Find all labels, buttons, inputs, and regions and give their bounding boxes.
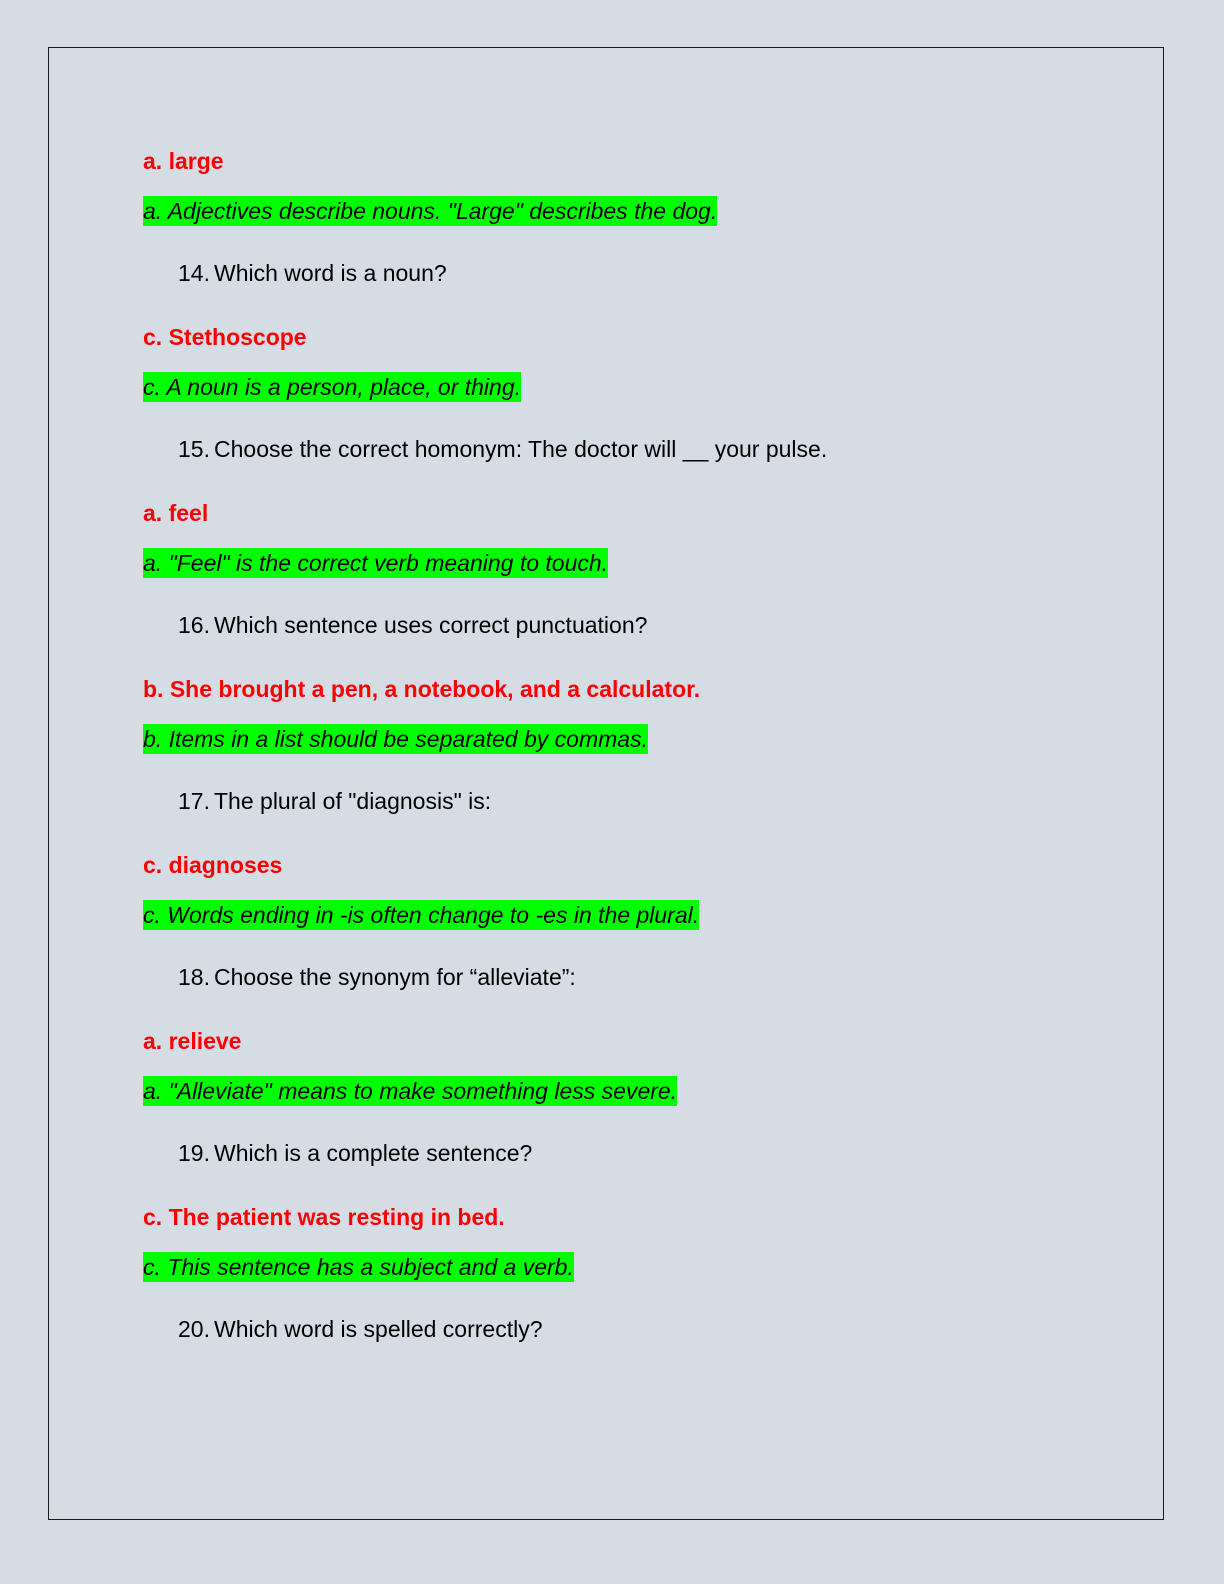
explanation-highlight: a. Adjectives describe nouns. "Large" describes the dog. <box>143 198 718 224</box>
explanation-line <box>143 546 608 580</box>
answer-line: c. The patient was resting in bed. <box>143 1204 505 1230</box>
question-number: 20. <box>178 1316 210 1342</box>
explanation-line <box>143 722 648 756</box>
question-line <box>178 608 647 642</box>
question-number: 17. <box>178 788 210 814</box>
answer-line: a. relieve <box>143 1028 242 1054</box>
answer-line: c. Stethoscope <box>143 324 307 350</box>
question-number: 19. <box>178 1140 210 1166</box>
explanation-line <box>143 370 521 404</box>
question-number: 14. <box>178 260 210 286</box>
question-text: Choose the synonym for “alleviate”: <box>214 964 576 990</box>
explanation-highlight: a. "Alleviate" means to make something less severe. <box>143 1078 678 1104</box>
answer-line: a. feel <box>143 500 209 526</box>
explanation-line <box>143 194 717 228</box>
explanation-line <box>143 1074 677 1108</box>
question-text: Which is a complete sentence? <box>214 1140 533 1166</box>
answer-line: a. large <box>143 148 224 174</box>
question-line <box>178 432 827 466</box>
question-text: Which word is spelled correctly? <box>214 1316 543 1342</box>
question-text: Which word is a noun? <box>214 260 447 286</box>
question-line <box>178 1136 532 1170</box>
explanation-highlight: a. "Feel" is the correct verb meaning to touch. <box>143 550 609 576</box>
question-line <box>178 256 447 290</box>
question-number: 15. <box>178 436 210 462</box>
question-line <box>178 960 576 994</box>
question-line <box>178 1312 543 1346</box>
question-line <box>178 784 491 818</box>
explanation-line <box>143 898 699 932</box>
question-number: 16. <box>178 612 210 638</box>
question-text: Which sentence uses correct punctuation? <box>214 612 648 638</box>
question-text: Choose the correct homonym: The doctor will __ your pulse. <box>214 436 828 462</box>
question-text: The plural of "diagnosis" is: <box>214 788 492 814</box>
answer-line: b. She brought a pen, a notebook, and a calculator. <box>143 676 701 702</box>
explanation-highlight: b. Items in a list should be separated by commas. <box>143 726 648 752</box>
explanation-highlight: c. A noun is a person, place, or thing. <box>143 374 522 400</box>
explanation-highlight: c. Words ending in -is often change to -es in the plural. <box>143 902 700 928</box>
question-number: 18. <box>178 964 210 990</box>
explanation-line <box>143 1250 574 1284</box>
explanation-highlight: c. This sentence has a subject and a verb. <box>143 1254 574 1280</box>
answer-line: c. diagnoses <box>143 852 283 878</box>
